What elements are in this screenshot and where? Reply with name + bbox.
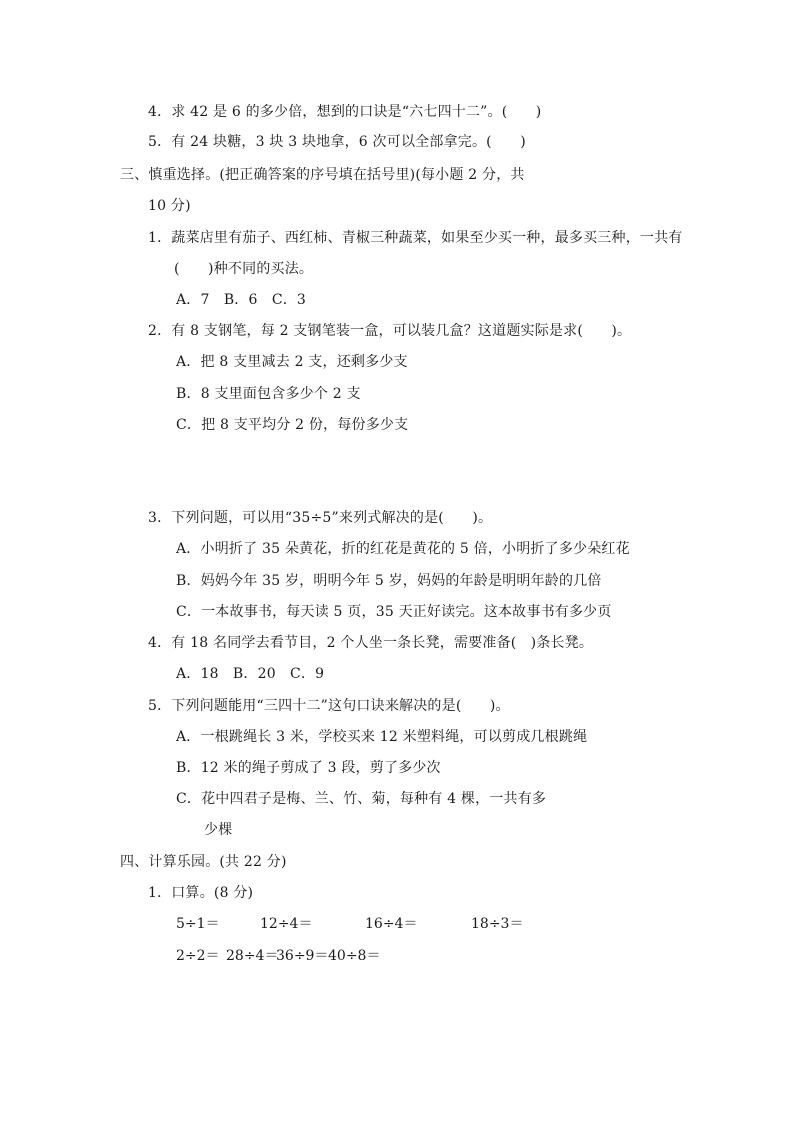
choice-q5-option-c: C．花中四君子是梅、兰、竹、菊，每种有 4 棵，一共有多 xyxy=(176,791,547,807)
choice-q1-stem-cont: ( )种不同的买法。 xyxy=(174,261,314,277)
choice-q1-stem: 1．蔬菜店里有茄子、西红柿、青椒三种蔬菜，如果至少买一种，最多买三种，一共有 xyxy=(148,230,683,246)
calc-item: 18÷3＝ xyxy=(471,916,524,932)
choice-q1-options: A．7 B．6 C．3 xyxy=(176,292,307,308)
calc-item: 36÷9＝ xyxy=(276,948,329,964)
choice-q5-option-a: A．一根跳绳长 3 米，学校买来 12 米塑料绳，可以剪成几根跳绳 xyxy=(176,729,588,745)
choice-q3-option-c: C．一本故事书，每天读 5 页，35 天正好读完。这本故事书有多少页 xyxy=(176,604,612,620)
calc-item: 12÷4＝ xyxy=(260,916,313,932)
choice-q4-options: A．18 B．20 C．9 xyxy=(176,666,325,682)
calc-item: 28÷4＝ xyxy=(226,948,279,964)
choice-q5-option-b: B．12 米的绳子剪成了 3 段，剪了多少次 xyxy=(176,760,441,776)
judge-q5: 5．有 24 块糖，3 块 3 块地拿，6 次可以全部拿完。( ) xyxy=(148,134,526,150)
calc-item: 16÷4＝ xyxy=(365,916,418,932)
judge-q4: 4．求 42 是 6 的多少倍，想到的口诀是“六七四十二”。( ) xyxy=(148,104,542,120)
choice-q5-option-c-cont: 少棵 xyxy=(204,822,233,838)
calc-item: 40÷8＝ xyxy=(328,948,381,964)
choice-q2-stem: 2．有 8 支钢笔，每 2 支钢笔装一盒，可以装几盒？这道题实际是求( )。 xyxy=(148,323,632,339)
section3-heading: 三、慎重选择。(把正确答案的序号填在括号里)(每小题 2 分，共 xyxy=(120,167,525,183)
choice-q3-option-b: B．妈妈今年 35 岁，明明今年 5 岁，妈妈的年龄是明明年龄的几倍 xyxy=(176,573,602,589)
calc-sub1-heading: 1．口算。(8 分) xyxy=(148,885,254,901)
choice-q2-option-a: A．把 8 支里减去 2 支，还剩多少支 xyxy=(176,354,408,370)
choice-q3-stem: 3．下列问题，可以用“35÷5”来列式解决的是( )。 xyxy=(148,510,493,526)
choice-q3-option-a: A．小明折了 35 朵黄花，折的红花是黄花的 5 倍，小明折了多少朵红花 xyxy=(176,541,630,557)
section4-heading: 四、计算乐园。(共 22 分) xyxy=(120,854,287,870)
calc-item: 5÷1＝ xyxy=(176,916,220,932)
choice-q2-option-b: B．8 支里面包含多少个 2 支 xyxy=(176,386,361,402)
choice-q2-option-c: C．把 8 支平均分 2 份，每份多少支 xyxy=(176,417,409,433)
choice-q4-stem: 4．有 18 名同学去看节目，2 个人坐一条长凳，需要准备( )条长凳。 xyxy=(148,635,594,651)
section3-heading-cont: 10 分) xyxy=(148,198,191,214)
choice-q5-stem: 5．下列问题能用“三四十二”这句口诀来解决的是( )。 xyxy=(148,698,510,714)
calc-item: 2÷2＝ xyxy=(176,948,220,964)
